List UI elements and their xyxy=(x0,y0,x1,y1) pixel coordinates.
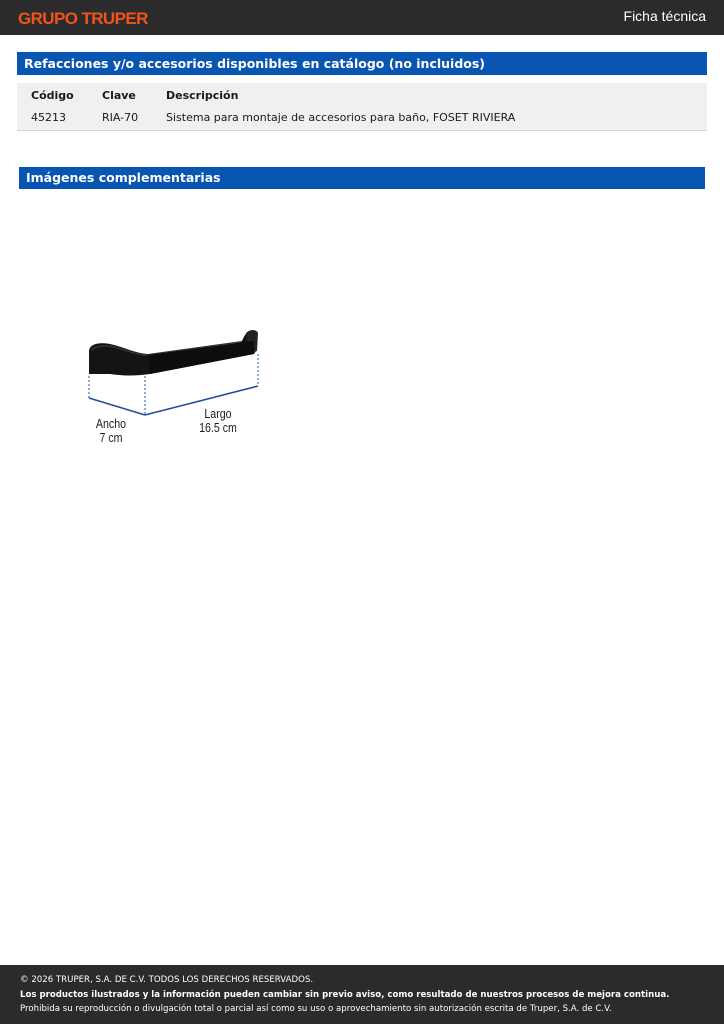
footer xyxy=(0,965,724,1024)
cell-clave: RIA-70 xyxy=(102,111,139,124)
footer-legal: Prohibida su reproducción o divulgación total o parcial así como su uso o aprovechamiento sin autorización escrita de Truper, S.A. de C.V. xyxy=(20,1004,612,1014)
length-label: Largo xyxy=(204,407,232,421)
product-image xyxy=(80,320,280,455)
cell-codigo: 45213 xyxy=(31,111,66,124)
images-section-title: Imágenes complementarias xyxy=(19,167,705,189)
column-header-clave: Clave xyxy=(102,89,136,102)
footer-copyright: © 2026 TRUPER, S.A. DE C.V. TODOS LOS DERECHOS RESERVADOS. xyxy=(20,975,314,985)
length-value: 16.5 cm xyxy=(199,421,237,435)
width-dimension-label xyxy=(91,417,130,445)
width-value: 7 cm xyxy=(99,431,123,445)
column-header-descripcion: Descripción xyxy=(166,89,239,102)
accessories-table xyxy=(17,83,707,131)
brand-logo: GRUPO TRUPER xyxy=(18,9,148,28)
cell-descripcion: Sistema para montaje de accesorios para baño, FOSET RIVIERA xyxy=(166,111,516,124)
width-label: Ancho xyxy=(95,417,127,431)
top-bar xyxy=(0,0,724,35)
document-type: Ficha técnica xyxy=(623,8,706,24)
length-dimension-label xyxy=(193,407,244,435)
accessories-section-title: Refacciones y/o accesorios disponibles en catálogo (no incluidos) xyxy=(17,52,707,75)
footer-notice: Los productos ilustrados y la información pueden cambiar sin previo aviso, como resultado de nuestros procesos de mejora continua. xyxy=(20,990,670,1000)
column-header-codigo: Código xyxy=(31,89,74,102)
